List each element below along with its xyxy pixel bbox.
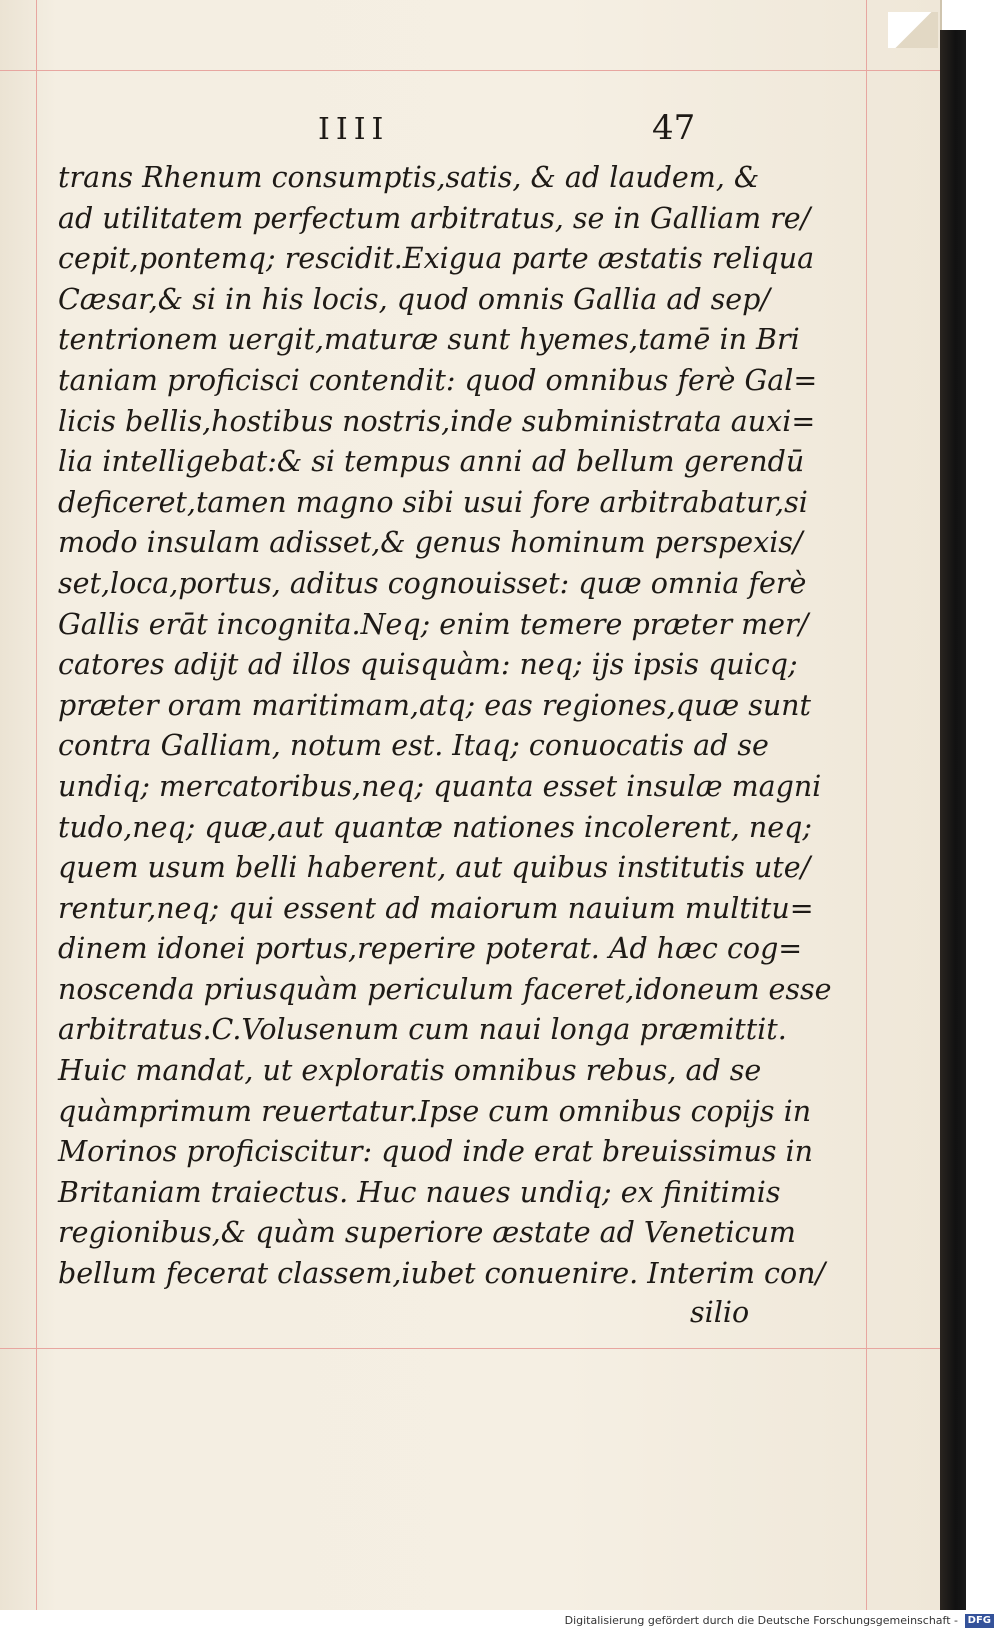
text-line: quem usum belli haberent, aut quibus institutis ute/ [58, 851, 811, 885]
text-line: regionibus,& quàm superiore æstate ad Veneticum [58, 1216, 796, 1250]
text-line: tentrionem uergit,maturæ sunt hyemes,tamē in Bri [58, 323, 800, 357]
text-line: trans Rhenum consumptis,satis, & ad laudem, & [58, 161, 760, 194]
folded-corner [888, 12, 938, 48]
text-line: Gallis erāt incognita.Neq; enim temere præter mer/ [58, 607, 809, 641]
text-line: quàmprimum reuertatur.Ipse cum omnibus copijs in [58, 1094, 812, 1128]
text-line: set,loca,portus, aditus cognouisset: quæ omnia ferè [58, 566, 807, 600]
catchword: silio [690, 1296, 750, 1329]
text-line: Huic mandat, ut exploratis omnibus rebus, ad se [58, 1054, 762, 1088]
text-line: noscenda priusquàm periculum faceret,idoneum esse [58, 972, 832, 1006]
page-number: 47 [652, 108, 696, 148]
text-line: dinem idonei portus,reperire poterat. Ad hæc cog= [58, 932, 803, 966]
text-line: Cæsar,& si in his locis, quod omnis Gallia ad sep/ [58, 282, 770, 316]
text-line: licis bellis,hostibus nostris,inde subministrata auxi= [58, 404, 816, 438]
text-line: bellum fecerat classem,iubet conuenire. Interim con/ [58, 1257, 826, 1291]
ruling-line-bottom [0, 1348, 940, 1349]
text-line: modo insulam adisset,& genus hominum perspexis/ [58, 526, 803, 560]
text-line: contra Galliam, notum est. Itaq; conuocatis ad se [58, 729, 769, 763]
text-line: lia intelligebat:& si tempus anni ad bellum gerendū [58, 445, 805, 479]
text-line: cepit,pontemq; rescidit.Exigua parte æstatis reliqua [58, 242, 815, 276]
text-line: Britaniam traiectus. Huc naues undiq; ex finitimis [58, 1175, 781, 1209]
text-line: præter oram maritimam,atq; eas regiones,quæ sunt [58, 688, 811, 722]
text-line: Morinos proficiscitur: quod inde erat breuissimus in [58, 1135, 813, 1169]
text-line: deficeret,tamen magno sibi usui fore arbitrabatur,si [58, 485, 808, 519]
ruling-line-right [866, 0, 867, 1610]
text-line: undiq; mercatoribus,neq; quanta esset insulæ magni [58, 769, 822, 803]
gathering-signature: IIII [318, 112, 390, 147]
book-edge-shadow [940, 30, 966, 1610]
ruling-line-top [0, 70, 940, 71]
text-line: taniam proficisci contendit: quod omnibus ferè Gal= [58, 363, 818, 397]
body-text [58, 158, 832, 1295]
text-line: catores adijt ad illos quisquàm: neq; ijs ipsis quicq; [58, 648, 798, 682]
scan-margin [966, 0, 1000, 1610]
dfg-logo: DFG [965, 1614, 994, 1628]
text-line: ad utilitatem perfectum arbitratus, se in Galliam re/ [58, 201, 811, 235]
digitization-credit: Digitalisierung gefördert durch die Deutsche Forschungsgemeinschaft - [564, 1614, 958, 1627]
ruling-line-left [36, 0, 37, 1610]
text-line: rentur,neq; qui essent ad maiorum nauium multitu= [58, 891, 814, 925]
text-line: arbitratus.C.Volusenum cum naui longa præmittit. [58, 1013, 787, 1047]
text-line: tudo,neq; quæ,aut quantæ nationes incolerent, neq; [58, 810, 812, 844]
